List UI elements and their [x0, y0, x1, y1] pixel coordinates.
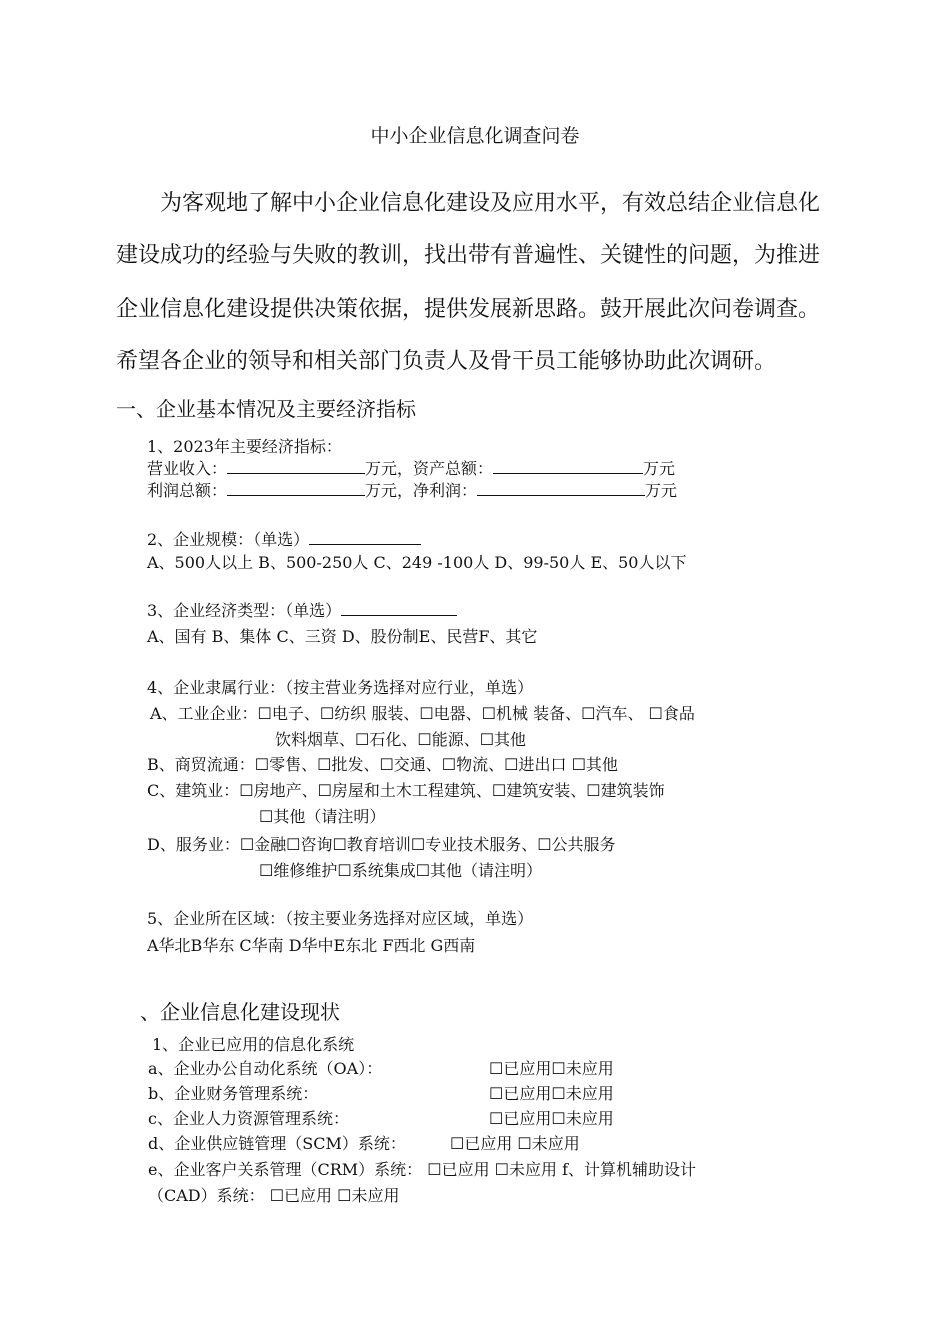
revenue-label: 营业收入： [147, 459, 228, 478]
unit-label: 万元 [645, 481, 678, 500]
assets-blank[interactable] [493, 459, 643, 474]
intro-line-3: 企业信息化建设提供决策依据，提供发展新思路。鼓开展此次问卷调查。 [116, 297, 821, 322]
q4-construction-cont: ☐其他（请注明） [259, 807, 386, 826]
q2-options: A、500人以上 B、500-250人 C、249 -100人 D、99-50人 E、50人以下 [147, 553, 687, 572]
q1-row-revenue [147, 456, 675, 479]
system-d-status[interactable]: ☐已应用 ☐未应用 [450, 1134, 580, 1153]
q2-answer-blank[interactable] [309, 530, 421, 545]
q3-options: A、国有 B、集体 C、三资 D、股份制E、民营F、其它 [147, 627, 538, 646]
netprofit-blank[interactable] [477, 481, 645, 496]
system-b-status[interactable]: ☐已应用☐未应用 [489, 1084, 614, 1103]
section-1-heading: 一、企业基本情况及主要经济指标 [116, 397, 416, 421]
q2-label: 2、企业规模：（单选） [147, 530, 310, 549]
q4-construction: C、建筑业：☐房地产、☐房屋和土木工程建筑、☐建筑安装、☐建筑装饰 [147, 781, 665, 800]
system-e-line: e、企业客户关系管理（CRM）系统： ☐已应用 ☐未应用 f、计算机辅助设计 [148, 1160, 697, 1179]
page-title: 中小企业信息化调查问卷 [370, 125, 580, 147]
q4-industrial: A、工业企业：☐电子、☐纺织 服装、☐电器、☐机械 装备、☐汽车、 ☐食品 [150, 704, 695, 723]
q4-industrial-cont: 饮料烟草、☐石化、☐能源、☐其他 [275, 730, 527, 749]
q1-label: 1、2023年主要经济指标： [147, 437, 342, 456]
assets-label: 万元，资产总额： [365, 459, 494, 478]
q3-row [147, 598, 457, 621]
system-f-line: （CAD）系统： ☐已应用 ☐未应用 [148, 1186, 400, 1205]
q4-services: D、服务业：☐金融☐咨询☐教育培训☐专业技术服务、☐公共服务 [147, 835, 616, 854]
intro-line-1: 为客观地了解中小企业信息化建设及应用水平，有效总结企业信息化 [160, 191, 821, 216]
q4-label: 4、企业隶属行业：（按主营业务选择对应行业，单选） [147, 678, 534, 697]
system-c-status[interactable]: ☐已应用☐未应用 [489, 1109, 614, 1128]
q4-services-cont: ☐维修维护☐系统集成☐其他（请注明） [259, 861, 543, 880]
profit-label: 利润总额： [147, 481, 228, 500]
q5-options: A华北B华东 C华南 D华中E东北 F西北 G西南 [147, 936, 476, 955]
q4-trade: B、商贸流通：☐零售、☐批发、☐交通、☐物流、☐进出口 ☐其他 [147, 755, 618, 774]
system-b-label: b、企业财务管理系统： [148, 1084, 319, 1103]
system-c-label: c、企业人力资源管理系统： [148, 1109, 349, 1128]
netprofit-label: 万元，净利润： [365, 481, 478, 500]
system-d-label: d、企业供应链管理（SCM）系统： [148, 1134, 406, 1153]
intro-line-2: 建设成功的经验与失败的教训，找出带有普遍性、关键性的问题，为推进 [116, 243, 821, 268]
profit-blank[interactable] [227, 481, 365, 496]
q3-label: 3、企业经济类型：（单选） [147, 601, 342, 620]
intro-line-4: 希望各企业的领导和相关部门负责人及骨干员工能够协助此次调研。 [116, 349, 777, 374]
q5-label: 5、企业所在区域：（按主要业务选择对应区域，单选） [147, 909, 534, 928]
s2-q1-label: 1、企业已应用的信息化系统 [152, 1035, 355, 1054]
section-2-heading: 、企业信息化建设现状 [140, 1000, 340, 1024]
revenue-blank[interactable] [227, 459, 365, 474]
unit-label: 万元 [643, 459, 676, 478]
q3-answer-blank[interactable] [341, 601, 457, 616]
q1-row-profit [147, 478, 677, 501]
system-a-status[interactable]: ☐已应用☐未应用 [489, 1059, 614, 1078]
system-a-label: a、企业办公自动化系统（OA）： [148, 1059, 383, 1078]
q2-row [147, 527, 421, 550]
